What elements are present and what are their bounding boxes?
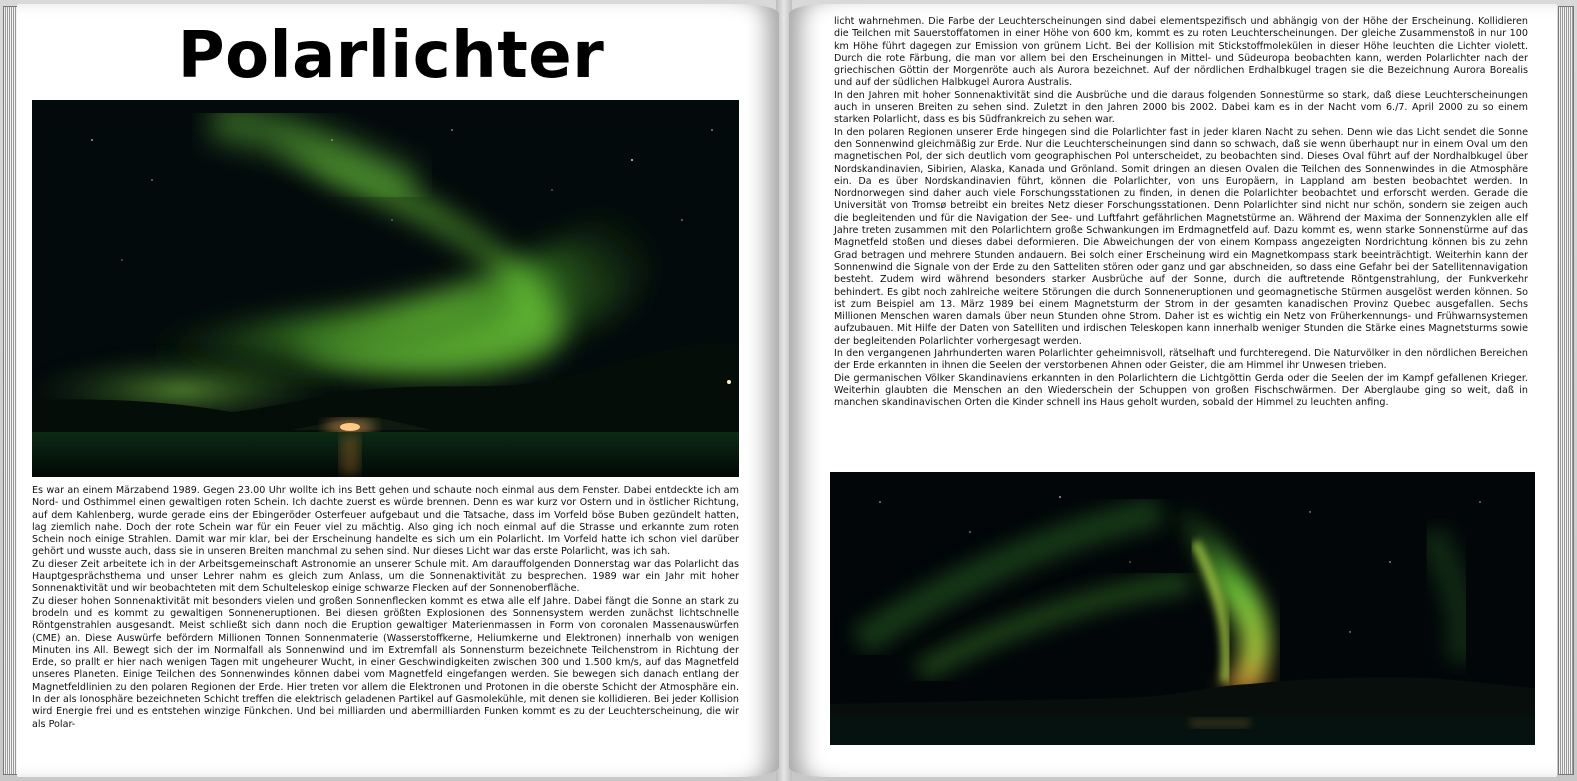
paragraph: Zu dieser hohen Sonnenaktivität mit besonders vielen und großen Sonnenflecken kommt es etwa alle elf Jahre. Dabei fängt die Sonne an stark zu brodeln und es kommt zu gewaltigen Sonneneruptionen. Bei diesen größten Explosionen des Sonnensystem werden zunächst lichtschnelle Röntgenstrahlen ausgesandt. Meist schließt sich dann noch die Eruption gewaltiger Materienmassen in Form von coronalen Massenauswürfen (CME) an. Diese Auswürfe befördern Millionen Tonnen Sonnenmaterie (Wasserstoffkerne, Heliumkerne und Elektronen) innerhalb von wenigen Minuten ins All. Bewegt sich der im Normalfall als Sonnenwind und im Extremfall als Sonnensturm bezeichnete Teilchenstrom in Richtung der Erde, so prallt er hier nach wenigen Tagen mit ungeheurer Wucht, in einer Geschwindigkeiten zwischen 300 und 1.500 km/s, auf das Magnetfeld unseres Planeten. Einige Teilchen des Sonnenwindes können dabei vom Magnetfeld eingefangen werden. Sie bewegen sich danach entlang der Magnetfeldlinien zu den polaren Regionen der Erde. Hier treten vor allem die Elektronen und Protonen in die oberste Schicht der Atmosphäre ein. In der als Ionosphäre bezeichneten Schicht treffen die elektrisch geladenen Partikel auf Gasmolekühle, mit denen sie kollidieren. Bei jeder Kollision wird Energie frei und es entstehen winzige Fünkchen. Und bei milliarden und abermilliarden Funken kommt es zu der Leuchterscheinung, die wir als Polar- [32, 595, 739, 730]
paragraph: Zu dieser Zeit arbeitete ich in der Arbeitsgemeinschaft Astronomie an unserer Schule mit. Am darauffolgenden Donnerstag war das Polarlicht das Hauptgesprächsthema und unser Lehrer nahm es gleich zum Anlass, um die Sonnenaktivität zu besprechen. 1989 war ein Jahr mit hoher Sonnenaktivität und wir beobachteten mit dem Schulteleskop einige schwarze Flecken auf der Sonnenoberfläche. [32, 558, 739, 595]
aurora-photo-fjord [32, 100, 739, 477]
paragraph: In den vergangenen Jahrhunderten waren Polarlichter geheimnisvoll, rätselhaft und furchteregend. Die Naturvölker in den nördlichen Bereichen der Erde erkannten in ihnen die Seelen der verstorbenen Ahnen oder Geister, die am Himmel ihr Unwesen trieben. [834, 348, 1528, 372]
left-page-body-text [32, 485, 739, 731]
page-title: Polarlichter [177, 19, 605, 93]
paragraph: Die germanischen Völker Skandinaviens erkannten in den Polarlichtern die Lichtgöttin Gerda oder die Seelen der im Kampf gefallenen Krieger. Weiterhin glaubten die Menschen an den Wiederschein der Schuppen von großen Fischschwärmen. Der Aberglaube ging so weit, daß in manchen skandinavischen Orten die Kinder schnell ins Haus geholt wurden, sobald der Himmel zu leuchten anfing. [834, 372, 1528, 409]
aurora-lake-image [830, 472, 1535, 745]
paragraph: In den Jahren mit hoher Sonnenaktivität sind die Ausbrüche und die daraus folgenden Sonnestürme so stark, daß diese Leuchterscheinungen auch in unseren Breiten zu sehen sind. Zuletzt in den Jahren 2000 bis 2002. Dabei kam es in der Nacht vom 6./7. April 2000 zu so einem starken Polarlicht, dass es bis Südfrankreich zu sehen war. [834, 89, 1528, 126]
aurora-photo-lake [830, 472, 1535, 745]
aurora-fjord-image [32, 100, 739, 477]
left-page [17, 4, 779, 777]
paragraph: Es war an einem Märzabend 1989. Gegen 23.00 Uhr wollte ich ins Bett gehen und schaute noch einmal aus dem Fenster. Dabei entdeckte ich am Nord- und Osthimmel einen gewaltigen roten Schein. Ich dachte zuerst es würde brennen. Denn es war kurz vor Ostern und in östlicher Richtung, auf dem Kahlenberg, wurde gerade eins der Ebingeröder Osterfeuer aufgebaut und die Tatsache, dass im Vorfeld böse Buben gezündelt hatten, lag ziemlich nahe. Doch der rote Schein war für ein Feuer viel zu mächtig. Also ging ich noch einmal auf die Strasse und erkannte zum roten Schein noch einige Strahlen. Damit war mir klar, bei der Erscheinung handelte es sich um ein Polarlicht. Im Vorfeld hatte ich schon viel darüber gehört und wusste auch, dass sie in unseren Breiten manchmal zu sehen sind. Nur dieses Licht war das erste Polarlicht, was ich sah. [32, 485, 739, 558]
right-page [789, 4, 1557, 777]
right-page-body-text [834, 16, 1528, 410]
paragraph: licht wahrnehmen. Die Farbe der Leuchterscheinungen sind dabei elementspezifisch und abhängig von der Höhe der Erscheinung. Kollidieren die Teilchen mit Sauerstoffatomen in einer Höhe von 600 km, kommt es zu roten Leuchterscheinungen. Der gleiche Zusammenstoß in nur 100 km Höhe führt dagegen zur Emission von grünem Licht. Bei der Kollision mit Stickstoffmolekülen in dieser Höhe leuchten die Lichter violett. Durch die rote Färbung, die man vor allem bei den Erscheinungen in Mittel- und Südeuropa beobachten kann, werden Polarlichter nach der griechischen Göttin der Morgenröte auch als Aurora bezeichnet. Auf der nördlichen Erdhalbkugel tragen sie die Bezeichnung Aurora Borealis und auf der südlichen Halbkugel Aurora Australis. [834, 16, 1528, 89]
paragraph: In den polaren Regionen unserer Erde hingegen sind die Polarlichter fast in jeder klaren Nacht zu sehen. Denn wie das Licht sendet die Sonne den Sonnenwind gleichmäßig zur Erde. Nur die Leuchterscheinungen sind dann so schwach, daß sie wenn überhaupt nur in einem Oval um den magnetischen Pol, der sich deutlich vom geographischen Pol unterscheidet, zu beobachten sind. Dieses Oval führt auf der Nordhalbkugel über Nordskandinavien, Sibirien, Alaska, Kanada und Grönland. Somit dringen an diesen Ovalen die Teilchen des Sonnenwindes in die Atmosphäre ein. Da es über Nordskandinavien führt, können die Polarlichter, von uns Europäern, in Lappland am besten beobachtet werden. In Nordnorwegen sind daher auch viele Forschungsstationen zu finden, in denen die Polarlichter beobachtet und erforscht werden. Gerade die Universität von Tromsø betreibt ein breites Netz dieser Forschungsstationen. Denn Polarlichter sind nicht nur schön, sondern sie zeigen auch die begleitenden und für die Navigation der See- und Luftfahrt gefährlichen Magnetstürme an. Während der Maxima der Sonnenzyklen alle elf Jahre treten zusammen mit den Polarlichtern große Schwankungen im Erdmagnetfeld auf. Dazu kommt es, wenn starke Sonnenstürme auf das Magnetfeld stoßen und dieses dabei deformieren. Die Abweichungen der von einem Kompass angezeigten Nordrichtung können bis zu zehn Grad betragen und mehrere Stunden andauern. Bei solch einer Erscheinung wird ein Magnetkompass stark beeinträchtigt. Weiterhin kann der Sonnenwind die Signale von der Erde zu den Satteliten stören oder ganz und gar abschneiden, so dass eine Gefahr bei der Satellitennavigation besteht. Zudem wird während besonders starker Ausbrüche auf der Sonne, durch die auftretende Röntgenstrahlung, der Funkverkehr behindert. Es gibt noch zahlreiche weitere Störungen die durch Sonneneruptionen und geomagnetische Stürmen ausgelöst werden können. So ist zum Beispiel am 13. März 1989 bei einem Magnetsturm der Strom in der gesamten kanadischen Provinz Quebec ausgefallen. Sechs Millionen Menschen waren damals über neun Stunden ohne Strom. Daher ist es wichtig ein Netz von Früherkennungs- und Frühwarnsystemen aufzubauen. Mit Hilfe der Daten von Satelliten und irdischen Teleskopen kann innerhalb weniger Stunden die Stärke eines Magnetsturms sowie der begleitenden Polarlichter vorhergesagt werden. [834, 126, 1528, 347]
right-page-stack-edge [1558, 6, 1574, 775]
